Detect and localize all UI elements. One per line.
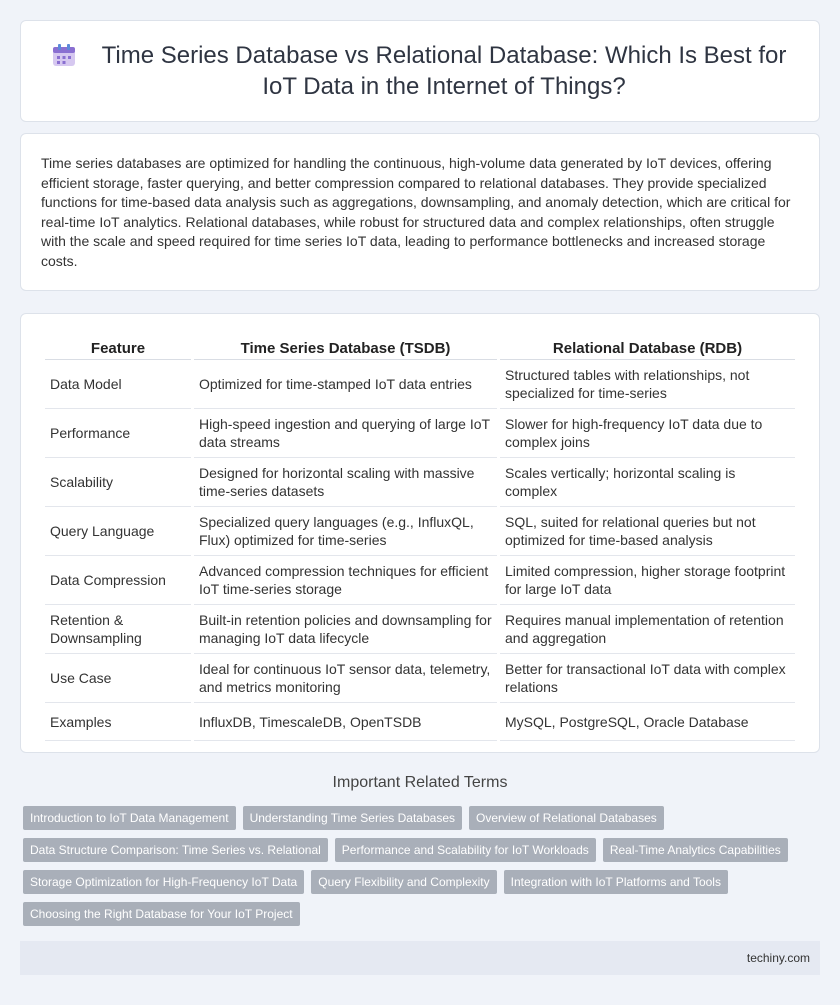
footer: [20, 941, 820, 975]
title-card: [20, 20, 820, 122]
table-row: [45, 458, 795, 507]
cell-rdb: Requires manual implementation of retention and aggregation: [500, 605, 795, 654]
cell-rdb: MySQL, PostgreSQL, Oracle Database: [500, 703, 795, 741]
cell-feature: Use Case: [45, 654, 191, 703]
cell-rdb: Better for transactional IoT data with complex relations: [500, 654, 795, 703]
cell-rdb: Structured tables with relationships, not specialized for time-series: [500, 360, 795, 409]
cell-rdb: Slower for high-frequency IoT data due to complex joins: [500, 409, 795, 458]
table-row: [45, 556, 795, 605]
cell-tsdb: High-speed ingestion and querying of large IoT data streams: [194, 409, 497, 458]
tag-row: [23, 902, 813, 926]
cell-feature: Data Compression: [45, 556, 191, 605]
table-row: [45, 360, 795, 409]
header-rdb: Relational Database (RDB): [500, 334, 795, 360]
intro-paragraph: Time series databases are optimized for handling the continuous, high-volume data generated by IoT devices, offering efficient storage, faster querying, and better compression compared to relational databases. They provide specialized functions for time-based data analysis such as aggregations, downsampling, and anomaly detection, which are critical for real-time IoT analytics. Relational databases, while robust for structured data and complex relationships, often struggle with the scale and speed required for time series IoT data, leading to performance bottlenecks and increased storage costs.: [41, 155, 791, 269]
related-term-tag[interactable]: Query Flexibility and Complexity: [311, 870, 496, 894]
cell-tsdb: Specialized query languages (e.g., InfluxQL, Flux) optimized for time-series: [194, 507, 497, 556]
cell-rdb: Scales vertically; horizontal scaling is complex: [500, 458, 795, 507]
table-row: [45, 703, 795, 741]
related-term-tag[interactable]: Understanding Time Series Databases: [243, 806, 462, 830]
page-title: Time Series Database vs Relational Database: Which Is Best for IoT Data in the Internet of Things?: [101, 41, 787, 100]
cell-feature: Examples: [45, 703, 191, 741]
table-row: [45, 654, 795, 703]
cell-feature: Data Model: [45, 360, 191, 409]
cell-feature: Retention & Downsampling: [45, 605, 191, 654]
calendar-icon: [51, 42, 77, 68]
cell-feature: Scalability: [45, 458, 191, 507]
related-term-tag[interactable]: Data Structure Comparison: Time Series vs. Relational: [23, 838, 328, 862]
related-term-tag[interactable]: Real-Time Analytics Capabilities: [603, 838, 788, 862]
header-feature: Feature: [45, 334, 191, 360]
related-term-tag[interactable]: Storage Optimization for High-Frequency IoT Data: [23, 870, 304, 894]
cell-feature: Performance: [45, 409, 191, 458]
cell-tsdb: Advanced compression techniques for efficient IoT time-series storage: [194, 556, 497, 605]
header-tsdb: Time Series Database (TSDB): [194, 334, 497, 360]
cell-rdb: Limited compression, higher storage footprint for large IoT data: [500, 556, 795, 605]
cell-tsdb: Built-in retention policies and downsampling for managing IoT data lifecycle: [194, 605, 497, 654]
cell-tsdb: Designed for horizontal scaling with massive time-series datasets: [194, 458, 497, 507]
table-row: [45, 409, 795, 458]
comparison-table: [42, 334, 798, 741]
related-term-tag[interactable]: Introduction to IoT Data Management: [23, 806, 236, 830]
cell-rdb: SQL, suited for relational queries but not optimized for time-based analysis: [500, 507, 795, 556]
table-header-row: [45, 334, 795, 360]
table-row: [45, 507, 795, 556]
comparison-table-card: [20, 313, 820, 753]
tag-row: [23, 838, 813, 862]
related-term-tag[interactable]: Integration with IoT Platforms and Tools: [504, 870, 728, 894]
cell-tsdb: InfluxDB, TimescaleDB, OpenTSDB: [194, 703, 497, 741]
table-row: [45, 605, 795, 654]
tag-row: [23, 806, 813, 830]
related-terms-title: Important Related Terms: [332, 774, 508, 791]
related-terms-tags: [23, 806, 813, 934]
cell-tsdb: Optimized for time-stamped IoT data entries: [194, 360, 497, 409]
related-term-tag[interactable]: Overview of Relational Databases: [469, 806, 664, 830]
footer-site-link[interactable]: techiny.com: [746, 951, 810, 965]
tag-row: [23, 870, 813, 894]
related-term-tag[interactable]: Choosing the Right Database for Your IoT Project: [23, 902, 300, 926]
cell-feature: Query Language: [45, 507, 191, 556]
related-term-tag[interactable]: Performance and Scalability for IoT Workloads: [335, 838, 596, 862]
intro-card: [20, 133, 820, 291]
cell-tsdb: Ideal for continuous IoT sensor data, telemetry, and metrics monitoring: [194, 654, 497, 703]
